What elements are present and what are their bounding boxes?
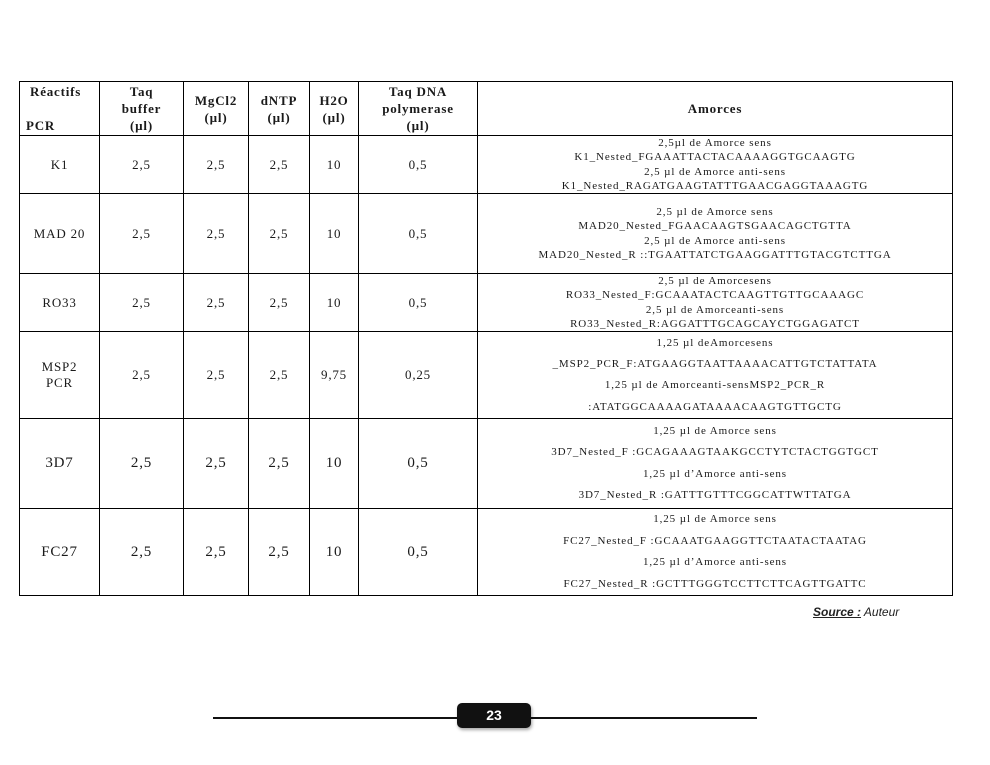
cell-taq-polymerase: 0,5 (359, 509, 478, 596)
cell-dntp: 2,5 (249, 419, 310, 509)
cell-h2o: 10 (310, 509, 359, 596)
cell-taq-polymerase: 0,5 (359, 274, 478, 332)
cell-h2o: 9,75 (310, 332, 359, 419)
cell-taq-buffer: 2,5 (100, 274, 184, 332)
primer-line: K1_Nested_RAGATGAAGTATTTGAACGAGGTAAAGTG (561, 179, 869, 192)
footer-rule-left (213, 717, 458, 719)
cell-dntp: 2,5 (249, 136, 310, 194)
header-h2o: H2O (µl) (310, 82, 359, 136)
cell-primers (478, 332, 953, 419)
primer-line: FC27_Nested_F :GCAAATGAAGGTTCTAATACTAATAG (563, 534, 867, 547)
row-name: FC27 (20, 509, 100, 596)
primer-line: 1,25 µl de Amorce sens (653, 424, 777, 437)
cell-dntp: 2,5 (249, 332, 310, 419)
table-row-3d7 (20, 419, 953, 509)
primer-line: RO33_Nested_F:GCAAATACTCAAGTTGTTGCAAAGC (565, 289, 865, 302)
cell-h2o: 10 (310, 274, 359, 332)
cell-h2o: 10 (310, 136, 359, 194)
cell-taq-buffer: 2,5 (100, 509, 184, 596)
cell-taq-buffer: 2,5 (100, 136, 184, 194)
cell-taq-polymerase: 0,5 (359, 194, 478, 274)
primer-line: MAD20_Nested_R ::TGAATTATCTGAAGGATTTGTACGTCTTGA (538, 248, 892, 261)
row-name: 3D7 (20, 419, 100, 509)
table-row-ro33 (20, 274, 953, 332)
primer-line: RO33_Nested_R:AGGATTTGCAGCAYCTGGAGATCT (570, 318, 860, 331)
primer-line: 2,5µl de Amorce sens (658, 137, 772, 149)
primer-line: 2,5 µl de Amorceanti-sens (645, 303, 785, 316)
row-name: MSP2 PCR (20, 332, 100, 419)
cell-mgcl2: 2,5 (184, 194, 249, 274)
primer-line: :ATATGGCAAAAGATAAAACAAGTGTTGCTG (588, 400, 842, 413)
cell-mgcl2: 2,5 (184, 332, 249, 419)
cell-mgcl2: 2,5 (184, 509, 249, 596)
primer-line: 1,25 µl d’Amorce anti-sens (643, 556, 787, 569)
primer-line: 1,25 µl deAmorcesens (656, 336, 774, 349)
source-value: Auteur (863, 605, 900, 619)
table-row-k1 (20, 136, 953, 194)
row-name: RO33 (20, 274, 100, 332)
table-row-fc27 (20, 509, 953, 596)
cell-taq-buffer: 2,5 (100, 194, 184, 274)
cell-taq-buffer: 2,5 (100, 419, 184, 509)
header-reactifs-pcr (20, 82, 100, 136)
cell-dntp: 2,5 (249, 274, 310, 332)
footer-rule-right (530, 717, 757, 719)
primer-line: 2,5 µl de Amorcesens (658, 275, 772, 288)
cell-primers (478, 274, 953, 332)
header-reactifs: Réactifs (30, 84, 82, 99)
header-pcr: PCR (26, 118, 56, 133)
header-taq-polymerase: Taq DNA polymerase (µl) (359, 82, 478, 136)
cell-dntp: 2,5 (249, 509, 310, 596)
table-row-mad20 (20, 194, 953, 274)
header-taq-buffer: Taq buffer (µl) (100, 82, 184, 136)
primer-line: 1,25 µl de Amorceanti-sensMSP2_PCR_R (604, 379, 826, 392)
cell-primers (478, 194, 953, 274)
table-row-msp2-pcr (20, 332, 953, 419)
pcr-reagents-table (19, 81, 953, 596)
cell-mgcl2: 2,5 (184, 274, 249, 332)
cell-taq-buffer: 2,5 (100, 332, 184, 419)
header-mgcl2: MgCl2 (µl) (184, 82, 249, 136)
cell-primers (478, 509, 953, 596)
cell-primers (478, 136, 953, 194)
primer-line: MAD20_Nested_FGAACAAGTSGAACAGCTGTTA (578, 220, 852, 233)
header-amorces: Amorces (478, 82, 953, 136)
page-number: 23 (457, 703, 531, 728)
primer-line: _MSP2_PCR_F:ATGAAGGTAATTAAAACATTGTCTATTATA (552, 358, 878, 371)
row-name: K1 (20, 136, 100, 194)
primer-line: FC27_Nested_R :GCTTTGGGTCCTTCTTCAGTTGATTC (563, 577, 867, 590)
source-label: Source : (813, 605, 862, 619)
cell-taq-polymerase: 0,25 (359, 332, 478, 419)
primer-line: 2,5 µl de Amorce anti-sens (644, 234, 786, 247)
primer-line: K1_Nested_FGAAATTACTACAAAAGGTGCAAGTG (574, 151, 856, 164)
cell-h2o: 10 (310, 419, 359, 509)
primer-line: 1,25 µl de Amorce sens (653, 513, 777, 526)
primer-line: 3D7_Nested_R :GATTTGTTTCGGCATTWTTATGA (578, 489, 852, 502)
cell-dntp: 2,5 (249, 194, 310, 274)
primer-line: 2,5 µl de Amorce anti-sens (644, 165, 786, 178)
primer-line: 1,25 µl d’Amorce anti-sens (643, 467, 787, 480)
cell-primers (478, 419, 953, 509)
header-dntp: dNTP (µl) (249, 82, 310, 136)
primer-line: 3D7_Nested_F :GCAGAAAGTAAKGCCTYTCTACTGGTGCT (551, 446, 879, 459)
cell-mgcl2: 2,5 (184, 419, 249, 509)
cell-mgcl2: 2,5 (184, 136, 249, 194)
primer-line: 2,5 µl de Amorce sens (656, 206, 774, 219)
cell-taq-polymerase: 0,5 (359, 136, 478, 194)
cell-h2o: 10 (310, 194, 359, 274)
row-name: MAD 20 (20, 194, 100, 274)
cell-taq-polymerase: 0,5 (359, 419, 478, 509)
header-row (20, 82, 953, 136)
source-note (813, 605, 899, 619)
